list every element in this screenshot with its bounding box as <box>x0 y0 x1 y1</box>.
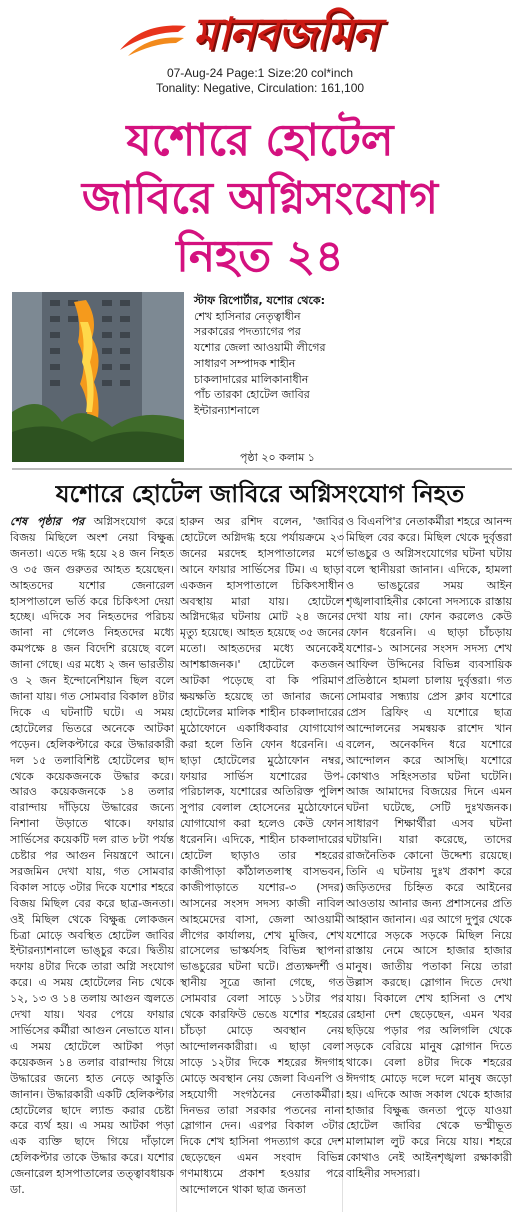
masthead <box>0 0 520 95</box>
headline-line-2: জাবিরে অগ্নিসংযোগ <box>81 173 439 224</box>
column-divider <box>176 516 177 1212</box>
continuation-jump: পৃষ্ঠা ২০ কলাম ১ <box>240 451 315 464</box>
clipping-meta-date-size: 07-Aug-24 Page:1 Size:20 col*inch <box>166 66 354 80</box>
byline: স্টাফ রিপোর্টার, যশোর থেকে: <box>194 294 325 307</box>
headline-line-3: নিহত ২৪ <box>176 231 344 282</box>
body-column-2 <box>180 514 344 1214</box>
body-column-3 <box>346 514 512 1214</box>
body-text-col3: ও বিএনপি'র নেতাকর্মীরা শহরে আনন্দ মিছিল বের করে। মিছিল থেকে দুর্বৃত্তরা ভাঙচুর ও অগ্নিসংযোগের ঘটনা ঘটায় বলে স্থানীয়রা জানান। এদিকে, হামলা ও ভাঙচুরের সময় আইন শৃঙ্খলাবাহিনীর কোনো সদস্যকে রাস্তায় দেখা যায় না। ফোন করলেও কেউ ফোন ধরেননি। এ ছাড়া চাঁচড়ায় যশোর-১ আসনের সংসদ সদস্য শেখ আফিল উদ্দিনের বিভিন্ন ব্যবসায়িক প্রতিষ্ঠানে হামলা চালায় দুর্বৃত্তরা। গত সোমবার সন্ধ্যায় প্রেস ক্লাব যশোরে প্রেস ব্রিফিং এ যশোরে ছাত্র আন্দোলনের সমন্বয়ক রাশেদ খান বলেন, অনেকদিন ধরে যশোরে আন্দোলন করে আসছি। যশোরে কোথাও সহিংসতার ঘটনা ঘটেনি। আজ আমাদের বিজয়ের দিনে এমন ঘটনা ঘটেছে, সেটি দুঃখজনক। সাধারণ শিক্ষার্থীরা এসব ঘটনা ঘটায়নি। যারা করেছে, তাদের রাজনৈতিক কোনো উদ্দেশ্য রয়েছে। তিনি এ ঘটনায় দুঃখ প্রকাশ করে জড়িতদের চিহ্নিত করে আইনের আওতায় আনার জন্য প্রশাসনের প্রতি আহ্বান জানান। এর আগে দুপুর থেকে যশোরে সড়কে সড়কে মিছিল নিয়ে রাস্তায় নেমে আসে হাজার হাজার মানুষ। জাতীয় পতাকা নিয়ে তারা উল্লাস করছে। স্লোগান দিতে দেখা যায়। বিকালে শেখ হাসিনা ও শেখ রেহানা দেশ ছেড়েছেন, এমন খবর ছড়িয়ে পড়ার পর অলিগলি থেকে সড়কে বেরিয়ে মানুষ স্লোগান দিতে থাকে। বেলা ৪টার দিকে শহরের ঈদগাহ মোড়ে দলে দলে মানুষ জড়ো হয়। এদিকে আজ সকাল থেকে হাজার হাজার বিক্ষুব্ধ জনতা পুড়ে যাওয়া হোটেল জাবির থেকে ভস্মীভূত মালামাল লুট করে নিয়ে যায়। শহরে কোথাও নেই আইনশৃঙ্খলা রক্ষাকারী বাহিনীর সদস্যরা। <box>346 515 512 1181</box>
clipping-meta-tonality: Tonality: Negative, Circulation: 161,100 <box>155 81 365 95</box>
masthead-title: মানবজমিন <box>192 9 378 60</box>
inner-headline: যশোরে হোটেল জাবিরে অগ্নিসংযোগ নিহত <box>55 480 465 508</box>
body-text-col1: অগ্নিসংযোগ করে বিজয় মিছিলে অংশ নেয়া বিক্ষুব্ধ জনতা। এতে দগ্ধ হয়ে ২৪ জন নিহত ও ৩৫ জন গুরুতর আহত হয়েছেন। আহতদের যশোর জেনারেল হাসপাতালে ভর্তি করে চিকিৎসা দেয়া হচ্ছে। এদিকে সব নিহতদের পরিচয় জানা না গেলেও নিহতদের মধ্যে কমপক্ষে ৪ জন বিদেশি রয়েছে বলে জানা গেছে। এর মধ্যে ২ জন ভারতীয় ও ২ জন ইন্দোনেশিয়ান ছিল বলে জানা যায়। গত সোমবার বিকাল ৪টার দিকে এ ঘটনাটি ঘটে। এ সময় হোটেলের ভিতরে অনেকে আটকা পড়েন। হেলিকপ্টারে করে উদ্ধারকারী দল ১৫ তলাবিশিষ্ট হোটেলের ছাদ থেকে কয়েকজনকে উদ্ধার করে। আরও কয়েকজনকে ১৪ তলার বারান্দায় দাঁড়িয়ে উদ্ধারের জন্যে নিশানা উড়াতে থাকে। ফায়ার সার্ভিসের কয়েকটি দল রাত ৮টা পর্যন্ত চেষ্টার পর আগুন নিয়ন্ত্রণে আনে। সরজমিন দেখা যায়, গত সোমবার বিকাল সাড়ে ৩টার দিকে যশোর শহরে বিজয় মিছিল বের করে ছাত্র-জনতা। ওই মিছিল থেকে বিক্ষুব্ধ লোকজন চিত্রা মোড়ে অবস্থিত হোটেল জাবির ইন্টারন্যাশনালে ভাঙ্চুর করে। দ্বিতীয় দফায় ৪টার দিকে তারা অগ্নি সংযোগ করে। এ সময় হোটেলের নিচ থেকে ১২, ১৩ ও ১৪ তলায় আগুন জ্বলতে দেখা যায়। খবর পেয়ে ফায়ার সার্ভিসের কর্মীরা আগুন নেভাতে যান। এ সময় হোটেলে আটকা পড়া কয়েকজন ১৪ তলার বারান্দায় গিয়ে উদ্ধারের জন্যে হাত নেড়ে আকুতি জানান। উদ্ধারকারী একটি হেলিকপ্টার হোটেলের ছাদে ল্যান্ড করার চেষ্টা করে ব্যর্থ হয়। এ সময় আটকা পড়া এক ব্যক্তি ছাদে গিয়ে দাঁড়ালে হেলিকপ্টার তাকে উদ্ধার করে। যশোর জেনারেল হাসপাতালের তত্ত্বাবধায়ক ডা. <box>10 515 174 1197</box>
lead-paragraph <box>194 293 326 419</box>
body-text-col2: হারুন অর রশিদ বলেন, 'জাবির হোটেলে অগ্নিদগ্ধ হয়ে পর্যায়ক্রমে ২৩ জনের মরদেহ হাসপাতালের মর্গে আনে ফায়ার সার্ভিসের টিম। এ ছাড়া একজন হাসপাতালে চিকিৎসাধীন অবস্থায় মারা যায়। হোটেলে অগ্নিদগ্ধের ঘটনায় মোট ২৪ জনের মৃত্যু হয়েছে। আহত হয়েছে ৩৫ জনের মতো। আহতদের মধ্যে অনেকেই আশঙ্কাজনক।' হোটেলে কতজন আটকা পড়েছে বা কি পরিমাণ ক্ষয়ক্ষতি হয়েছে তা জানার জন্যে হোটেলের মালিক শাহীন চাকলাদারের মুঠোফোনে একাধিকবার যোগাযোগ করা হলে তিনি ফোন ধরেননি। এ ছাড়া হোটেলের মুঠোফোন নম্বর, ফায়ার সার্ভিস যশোরের উপ-পরিচালক, যশোরের অতিরিক্ত পুলিশ সুপার বেলাল হোসেনের মুঠোফোনে যোগাযোগ করা হলেও কেউ ফোন ধরেননি। এদিকে, শাহীন চাকলাদারের হোটেল ছাড়াও তার শহরের কাজীপাড়া কাঁঠালতলাস্থ বাসভবন, কাজীপাড়াতে যশোর-৩ (সদর) আসনের সংসদ সদস্য কাজী নাবিল আহমেদের বাসা, জেলা আওয়ামী লীগের কার্যালয়, শেখ মুজিব, শেখ রাসেলের ভাস্কর্যসহ বিভিন্ন স্থাপনা ভাঙচুরের ঘটনা ঘটে। প্রত্যক্ষদর্শী ও স্থানীয় সূত্রে জানা গেছে, গত সোমবার বেলা সাড়ে ১১টার পর থেকে কারফিউ ভেঙে যশোর শহরের চাঁচড়া মোড়ে অবস্থান নেয় আন্দোলনকারীরা। এ ছাড়া বেলা সাড়ে ১২টার দিকে শহরের ঈদগাহ মোড়ে অবস্থান নেয় জেলা বিএনপি ও সহযোগী সংগঠনের নেতাকর্মীরা। দিনভর তারা সরকার পতনের নানা স্লোগান দেন। এরপর বিকাল ৩টার দিকে শেখ হাসিনা পদত্যাগ করে দেশ ছেড়েছেন এমন সংবাদ বিভিন্ন গণমাধ্যমে প্রকাশ হওয়ার পরে আন্দোলনে থাকা ছাত্র জনতা <box>180 515 344 1197</box>
main-headline <box>10 112 510 286</box>
burning-hotel-photo <box>12 292 184 462</box>
headline-line-1: যশোরে হোটেল <box>126 115 394 166</box>
lead-text: শেখ হাসিনার নেতৃত্বাধীন সরকারের পদত্যাগের পর যশোর জেলা আওয়ামী লীগের সাধারণ সম্পাদক শাহীন চাকলাদারের মালিকানাধীন পাঁচ তারকা হোটেল জাবির ইন্টারন্যাশনালে <box>194 309 326 417</box>
continuation-kicker: শেষ পৃষ্ঠার পর <box>10 515 85 528</box>
section-divider <box>12 468 512 470</box>
body-column-1 <box>10 514 174 1214</box>
